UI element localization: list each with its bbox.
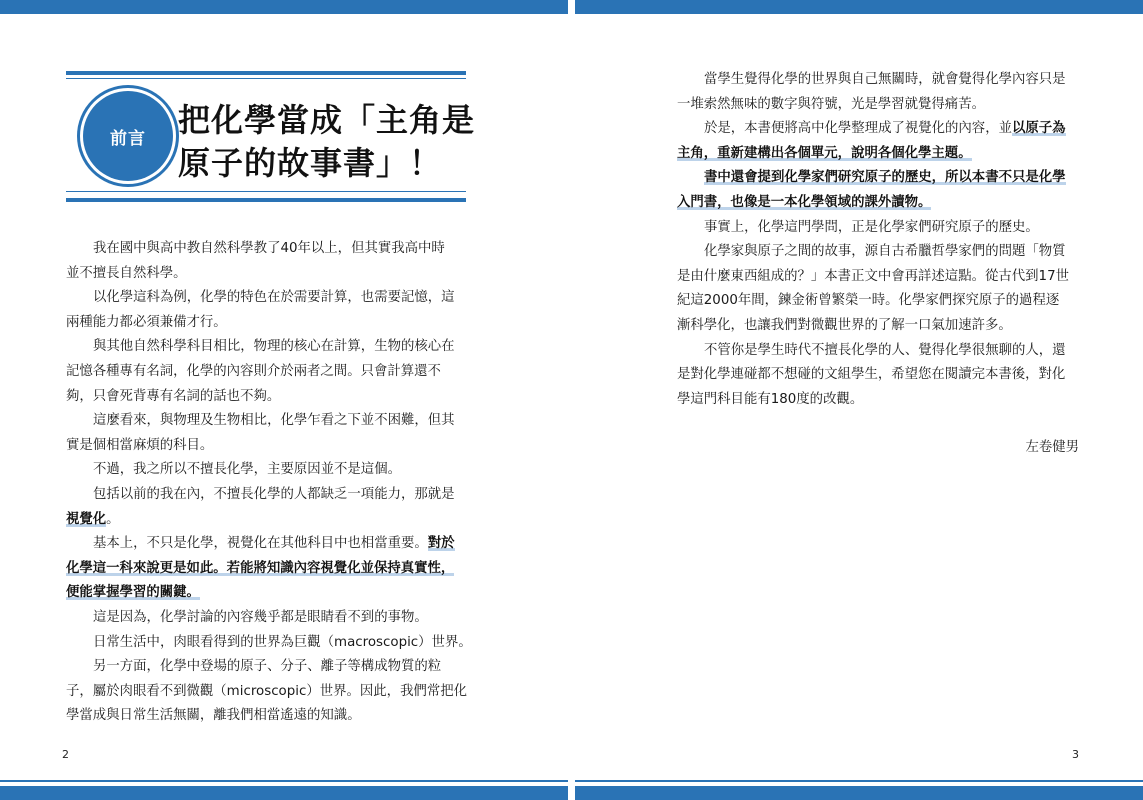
line-text: 記憶各種專有名詞，化學的內容則介於兩者之間。只會計算還不 [66,363,441,379]
line-text: 包括以前的我在內，不擅長化學的人都缺乏一項能力，那就是 [93,486,455,502]
chapter-title-line-1: 把化學當成「主角是 [178,101,476,139]
line-text: 不管你是學生時代不擅長化學的人、覺得化學很無聊的人，還 [704,342,1066,358]
line-text: 不過，我之所以不擅長化學，主要原因並不是這個。 [93,462,401,478]
text-line [66,286,472,311]
line-text: 與其他自然科學科目相比，物理的核心在計算，生物的核心在 [93,339,455,355]
highlighted-text: 對於 [427,536,455,552]
line-text: 漸科學化，也讓我們對微觀世界的了解一口氣加速許多。 [677,317,1012,333]
line-text: 是由什麼東西組成的？」本書正文中會再詳述這點。從古代到17世 [677,268,1069,284]
page-number-right: 3 [1072,748,1079,761]
left-page-text [66,237,472,729]
text-line [66,458,472,483]
line-text: 實是個相當麻煩的科目。 [66,437,214,453]
text-line [677,289,1087,314]
text-line [66,557,472,582]
line-text: 事實上，化學這門學問，正是化學家們研究原子的歷史。 [704,219,1039,235]
right-page-paragraphs [677,68,1087,412]
top-band-left [0,0,568,14]
line-text: 兩種能力都必須兼備才行。 [66,314,227,330]
line-text: 學當成與日常生活無關，離我們相當遙遠的知識。 [66,708,361,724]
page-number-left: 2 [62,748,69,761]
text-line [66,409,472,434]
line-text: 這是因為，化學討論的內容幾乎都是眼睛看不到的事物。 [93,609,428,625]
highlighted-text: 便能掌握學習的關鍵。 [66,585,200,601]
text-line [677,363,1087,388]
text-line [66,680,472,705]
text-line [66,360,472,385]
highlighted-text: 視覺化 [66,511,107,527]
right-page-text [677,68,1087,461]
line-text: 化學家與原子之間的故事，源自古希臘哲學家們的問題「物質 [704,244,1066,260]
line-text: 基本上，不只是化學，視覺化在其他科目中也相當重要。 [93,536,428,552]
text-line [677,117,1087,142]
text-line [677,388,1087,413]
highlighted-text: 主角，重新建構出各個單元，說明各個化學主題。 [677,145,972,161]
text-line [677,191,1087,216]
line-text: 是對化學連碰都不想碰的文組學生，希望您在閱讀完本書後，對化 [677,367,1066,383]
line-text-after: 。 [106,511,120,527]
title-rule-bottom [66,198,466,202]
text-line [66,434,472,459]
text-line [66,704,472,729]
author-signature: 左卷健男 [1025,440,1079,456]
line-text: 於是，本書便將高中化學整理成了視覺化的內容，並 [704,121,1012,137]
bottom-band-left [0,782,568,800]
line-text: 學這門科目能有180度的改觀。 [677,391,864,407]
line-text: 夠，只會死背專有名詞的話也不夠。 [66,388,281,404]
text-line [66,532,472,557]
line-text: 另一方面，化學中登場的原子、分子、離子等構成物質的粒 [93,659,442,675]
text-line [677,216,1087,241]
text-line [66,655,472,680]
text-line [66,631,472,656]
text-line [677,68,1087,93]
title-rule-top [66,71,466,75]
text-line [66,606,472,631]
text-line [677,93,1087,118]
preface-badge-label: 前言 [110,128,146,149]
line-text: 紀這2000年間，鍊金術曾繁榮一時。化學家們探究原子的過程逐 [677,293,1060,309]
preface-badge [83,91,173,181]
text-line [677,339,1087,364]
highlighted-text: 入門書，也像是一本化學領域的課外讀物。 [677,194,932,210]
text-line [677,240,1087,265]
line-text: 子，屬於肉眼看不到微觀（microscopic）世界。因此，我們常把化 [66,683,468,699]
line-text: 並不擅長自然科學。 [66,265,187,281]
text-line [66,335,472,360]
text-line [66,508,472,533]
text-line [66,483,472,508]
line-text: 這麼看來，與物理及生物相比，化學乍看之下並不困難，但其 [93,413,455,429]
text-line [677,314,1087,339]
line-text: 以化學這科為例，化學的特色在於需要計算，也需要記憶，這 [93,290,455,306]
chapter-title-line-2: 原子的故事書」！ [178,144,443,182]
text-line [66,581,472,606]
text-line [677,265,1087,290]
text-line [66,237,472,262]
bottom-band-right [575,782,1143,800]
text-line [66,262,472,287]
line-text: 日常生活中，肉眼看得到的世界為巨觀（macroscopic）世界。 [93,634,472,650]
highlighted-text: 書中還會提到化學家們研究原子的歷史，所以本書不只是化學 [704,170,1066,186]
chapter-title [178,99,478,185]
line-text: 我在國中與高中教自然科學教了40年以上，但其實我高中時 [93,241,445,256]
top-band-right [575,0,1143,14]
text-line [66,385,472,410]
highlighted-text: 以原子為 [1011,121,1066,137]
text-line [677,166,1087,191]
text-line [66,311,472,336]
line-text: 當學生覺得化學的世界與自己無關時，就會覺得化學內容只是 [704,72,1066,87]
text-line [677,142,1087,167]
line-text: 一堆索然無味的數字與符號，光是學習就覺得痛苦。 [677,96,985,112]
highlighted-text: 化學這一科來說更是如此。若能將知識內容視覺化並保持真實性， [66,560,455,576]
